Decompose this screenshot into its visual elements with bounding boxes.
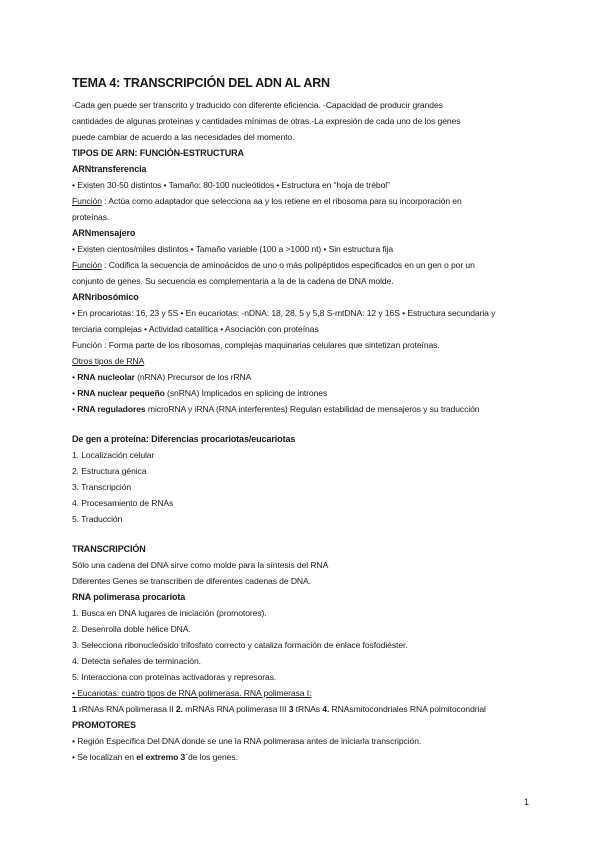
list-item: 1. Localización celular xyxy=(72,450,155,460)
bullet: • xyxy=(72,388,78,398)
text: • Se localizan en xyxy=(72,752,137,762)
subheading-polimerasa: RNA polimerasa procariota xyxy=(72,592,186,602)
subheading-arnm: ARNmensajero xyxy=(72,228,136,238)
term: RNA nucleolar xyxy=(77,372,135,382)
function-label: Función xyxy=(72,260,102,270)
polimerasa-tipos xyxy=(72,701,542,717)
list-item: 5. Interacciona con proteínas activadoras y represoras. xyxy=(72,672,277,682)
text: RNAsmitocondriales RNA polmitocondrial xyxy=(329,704,486,714)
subheading-otros: Otros tipos de RNA xyxy=(72,356,145,366)
text: tRNAs xyxy=(293,704,323,714)
arnr-line: • En procariotas: 16, 23 y 5S • En eucariotas: -nDNA: 18, 28, 5 y 5,8 S-mtDNA: 12 y 16S • Estructura secundaria y xyxy=(72,308,496,318)
list-item: 3. Selecciona ribonucleósido trifosfato correcto y cataliza formación de enlace fosfodiéster. xyxy=(72,640,408,650)
bullet: • xyxy=(72,404,78,414)
bullet: • xyxy=(72,372,78,382)
intro-line: -Cada gen puede ser transcrito y traducido con diferente eficiencia. -Capacidad de producir grandes xyxy=(72,100,443,110)
function-text: : Codifica la secuencia de aminoácidos de uno o más polipéptidos especificados en un gen o por un xyxy=(101,260,475,270)
list-item xyxy=(72,385,542,401)
arnm-function-cont: conjunto de genes. Su secuencia es complementaria a la de la cadena de DNA molde. xyxy=(72,276,394,286)
page-number: 1 xyxy=(524,797,530,807)
term: RNA nuclear pequeño xyxy=(77,388,165,398)
list-item: 5. Traducción xyxy=(72,514,123,524)
term-desc: microRNA y iRNA (RNA interferentes) Regulan estabilidad de mensajeros y su traducción xyxy=(145,404,480,414)
subheading-arnr: ARNribosómico xyxy=(72,292,139,302)
eucariotas-line: • Eucariotas: cuatro tipos de RNA polimerasa. RNA polimerasa I: xyxy=(72,688,312,698)
number: 2. xyxy=(175,704,183,714)
term-desc: (snRNA) Implicados en splicing de intrones xyxy=(164,388,328,398)
list-item: 4. Detecta señales de terminación. xyxy=(72,656,201,666)
term: RNA reguladores xyxy=(77,404,146,414)
arnr-line: terciaria complejas • Actividad catalítica • Asociación con proteínas xyxy=(72,324,319,334)
document-title: TEMA 4: TRANSCRIPCIÓN DEL ADN AL ARN xyxy=(72,76,330,90)
number: 4. xyxy=(322,704,330,714)
term-desc: (nRNA) Precursor de los rRNA xyxy=(134,372,252,382)
arnt-line: • Existen 30-50 distintos • Tamaño: 80-100 nucleótidos • Estructura en “hoja de trébol” xyxy=(72,180,390,190)
arnm-line: • Existen cientos/miles distintos • Tamaño variable (100 a >1000 nt) • Sin estructura fija xyxy=(72,244,394,254)
section-heading-tipos: TIPOS DE ARN: FUNCIÓN-ESTRUCTURA xyxy=(72,148,244,158)
list-item xyxy=(72,401,542,417)
emphasis: el extremo 3´ xyxy=(136,752,188,762)
paragraph-line: Sólo una cadena del DNA sirve como molde para la síntesis del RNA xyxy=(72,560,329,570)
paragraph-line xyxy=(72,749,542,765)
arnt-function-cont: proteínas. xyxy=(72,212,110,222)
intro-line: cantidades de algunas proteínas y cantidades mínimas de otras.-La expresión de cada uno de los genes xyxy=(72,116,461,126)
list-item: 4. Procesamiento de RNAs xyxy=(72,498,174,508)
subheading-arnt: ARNtransferencia xyxy=(72,164,147,174)
arnm-function xyxy=(72,257,542,273)
paragraph-line: Diferentes Genes se transcriben de diferentes cadenas de DNA. xyxy=(72,576,311,586)
text: rRNAs RNA polimerasa II xyxy=(76,704,176,714)
paragraph-line: • Región Específica Del DNA donde se une la RNA polimerasa antes de iniciarla transcripción. xyxy=(72,736,422,746)
arnt-function xyxy=(72,193,542,209)
function-label: Función xyxy=(72,196,102,206)
intro-line: puede cambiar de acuerdo a las necesidades del momento. xyxy=(72,132,295,142)
function-text: : Actúa como adaptador que selecciona aa y los retiene en el ribosoma para su incorporación en xyxy=(101,196,462,206)
list-item: 1. Busca en DNA lugares de iniciación (promotores). xyxy=(72,608,267,618)
number: 1 xyxy=(72,704,77,714)
list-item: 2. Estructura génica xyxy=(72,466,147,476)
list-item xyxy=(72,369,542,385)
section-heading-gen-proteina: De gen a proteína: Diferencias procariotas/eucariotas xyxy=(72,434,296,444)
section-heading-transcripcion: TRANSCRIPCIÓN xyxy=(72,544,146,554)
list-item: 3. Transcripción xyxy=(72,482,132,492)
text: de los genes. xyxy=(188,752,238,762)
list-item: 2. Desenrolla doble hélice DNA. xyxy=(72,624,191,634)
arnr-function: Función : Forma parte de los ribosomas, complejas maquinarias celulares que sintetizan proteínas. xyxy=(72,340,440,350)
document-page xyxy=(72,76,542,765)
text: mRNAs RNA polimerasa III xyxy=(182,704,289,714)
section-heading-promotores: PROMOTORES xyxy=(72,720,136,730)
number: 3 xyxy=(288,704,294,714)
